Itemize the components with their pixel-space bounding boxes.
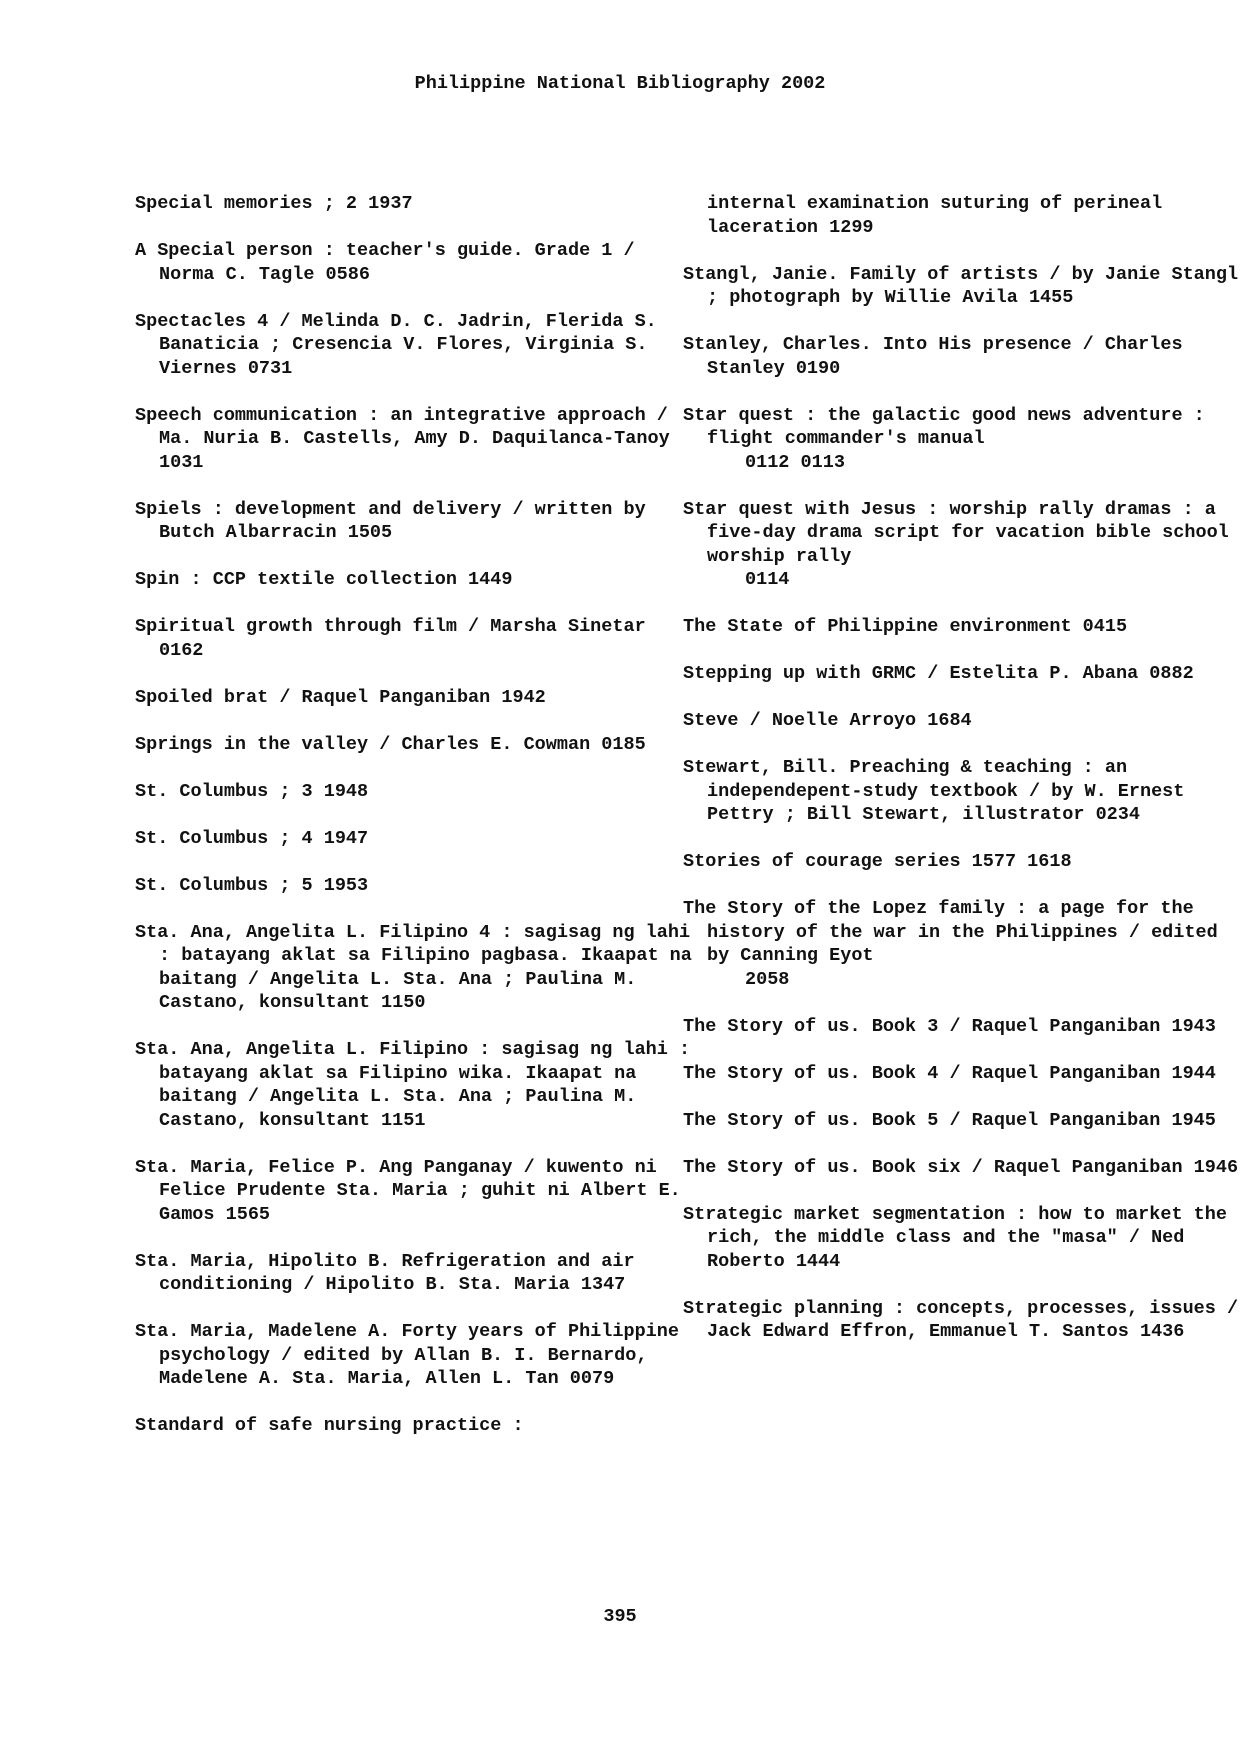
entry-text: A Special person : teacher's guide. Grade 1 / Norma C. Tagle 0586 (135, 240, 646, 285)
bibliography-entry (683, 1062, 1240, 1086)
bibliography-entry (683, 1109, 1240, 1133)
bibliography-entry (683, 709, 1240, 733)
bibliography-entry (683, 1297, 1240, 1344)
bibliography-entry (683, 263, 1240, 310)
entry-text: Star quest : the galactic good news adventure : flight commander's manual (683, 404, 1216, 449)
entry-text: Speech communication : an integrative approach / Ma. Nuria B. Castells, Amy D. Daquilanca-Tanoy 1031 (135, 404, 681, 473)
entry-record-number: 2058 (745, 968, 790, 990)
bibliography-entry (135, 192, 695, 216)
bibliography-entry (135, 615, 695, 662)
bibliography-entry (135, 686, 695, 710)
entry-record-number: 0114 (745, 569, 790, 590)
bibliography-entry (135, 404, 695, 475)
entry-text: The Story of us. Book six / Raquel Panganiban 1946 (683, 1156, 1239, 1178)
entry-text: Spiritual growth through film / Marsha Sinetar 0162 (135, 616, 657, 661)
entry-text: Springs in the valley / Charles E. Cowman 0185 (135, 733, 646, 755)
bibliography-entry (135, 1038, 702, 1132)
bibliography-entry (135, 568, 695, 592)
bibliography-entry (683, 662, 1240, 686)
entry-record-number: 0112 0113 (745, 451, 845, 473)
bibliography-entry (135, 310, 695, 381)
entry-text: St. Columbus ; 5 1953 (135, 874, 369, 896)
bibliography-entry (683, 615, 1240, 639)
entry-text: Special memories ; 2 1937 (135, 193, 413, 214)
right-column (683, 192, 1240, 1367)
bibliography-entry (135, 733, 695, 757)
bibliography-entry (683, 1015, 1240, 1039)
entry-text: Stanley, Charles. Into His presence / Charles Stanley 0190 (683, 334, 1194, 379)
bibliography-entry (683, 1156, 1240, 1180)
entry-text: Star quest with Jesus : worship rally dramas : a five-day drama script for vacation bible school worship rally (683, 498, 1240, 567)
bibliography-entry (135, 780, 695, 804)
page-header: Philippine National Bibliography 2002 (414, 73, 826, 94)
entry-text: St. Columbus ; 4 1947 (135, 827, 369, 849)
bibliography-entry (135, 921, 703, 1015)
entry-text: Sta. Maria, Felice P. Ang Panganay / kuwento ni Felice Prudente Sta. Maria ; guhit ni Albert E. Gamos 1565 (135, 1156, 692, 1225)
entry-text: The Story of us. Book 3 / Raquel Panganiban 1943 (683, 1015, 1216, 1037)
bibliography-entry (683, 333, 1240, 380)
entry-text: Standard of safe nursing practice : (135, 1415, 524, 1436)
entry-text: Spiels : development and delivery / written by Butch Albarracin 1505 (135, 498, 657, 543)
bibliography-entry (683, 498, 1240, 592)
entry-text: Spin : CCP textile collection 1449 (135, 569, 513, 590)
entry-text: Spectacles 4 / Melinda D. C. Jadrin, Flerida S. Banaticia ; Cresencia V. Flores, Virginia S. Viernes 0731 (135, 310, 668, 379)
bibliography-entry (135, 498, 695, 545)
entry-text: Stepping up with GRMC / Estelita P. Abana 0882 (683, 663, 1194, 684)
entry-text: Steve / Noelle Arroyo 1684 (683, 710, 972, 731)
entry-text: The Story of the Lopez family : a page for the history of the war in the Philippines / edited by Canning Eyot (683, 898, 1229, 966)
bibliography-entry (683, 192, 1240, 239)
bibliography-entry (135, 1250, 695, 1297)
bibliography-entry (683, 404, 1240, 475)
bibliography-entry (135, 1320, 695, 1391)
entry-text: Strategic market segmentation : how to market the rich, the middle class and the "masa" / Ned Roberto 1444 (683, 1203, 1239, 1272)
bibliography-entry (135, 239, 695, 286)
bibliography-entry (135, 1414, 695, 1438)
entry-text: Stories of courage series 1577 1618 (683, 851, 1072, 872)
entry-text: Strategic planning : concepts, processes, issues / Jack Edward Effron, Emmanuel T. Santos 1436 (683, 1297, 1239, 1342)
bibliography-entry (135, 827, 695, 851)
entry-text: Sta. Ana, Angelita L. Filipino : sagisag ng lahi : batayang aklat sa Filipino wika. Ikaapat na baitang / Angelita L. Sta. Ana ; Paulina M. Castano, konsultant 1151 (135, 1039, 702, 1131)
entry-text: internal examination suturing of perineal laceration 1299 (707, 193, 1174, 238)
bibliography-entry (135, 1156, 695, 1227)
bibliography-entry (683, 897, 1240, 991)
entry-text: Sta. Maria, Hipolito B. Refrigeration and air conditioning / Hipolito B. Sta. Maria 1347 (135, 1250, 646, 1295)
entry-text: Stewart, Bill. Preaching & teaching : an independepent-study textbook / by W. Ernest Pettry ; Bill Stewart, illustrator 0234 (683, 757, 1196, 825)
left-column (135, 192, 703, 1461)
bibliography-entry (683, 756, 1240, 827)
page-number: 395 (603, 1606, 637, 1627)
entry-text: Sta. Ana, Angelita L. Filipino 4 : sagisag ng lahi : batayang aklat sa Filipino pagbasa. Ikaapat na baitang / Angelita L. Sta. Ana ; Paulina M. Castano, konsultant 1150 (135, 921, 703, 1013)
entry-text: Spoiled brat / Raquel Panganiban 1942 (135, 686, 546, 708)
bibliography-entry (683, 1203, 1240, 1274)
entry-text: Sta. Maria, Madelene A. Forty years of Philippine psychology / edited by Allan B. I. Bernardo, Madelene A. Sta. Maria, Allen L. Tan 0079 (135, 1321, 691, 1389)
entry-text: The Story of us. Book 5 / Raquel Panganiban 1945 (683, 1109, 1216, 1131)
bibliography-entry (135, 874, 695, 898)
bibliography-entry (683, 850, 1240, 874)
entry-text: The State of Philippine environment 0415 (683, 616, 1128, 637)
entry-text: St. Columbus ; 3 1948 (135, 780, 369, 802)
entry-text: Stangl, Janie. Family of artists / by Janie Stangl ; photograph by Willie Avila 1455 (683, 263, 1239, 308)
entry-text: The Story of us. Book 4 / Raquel Panganiban 1944 (683, 1062, 1216, 1084)
